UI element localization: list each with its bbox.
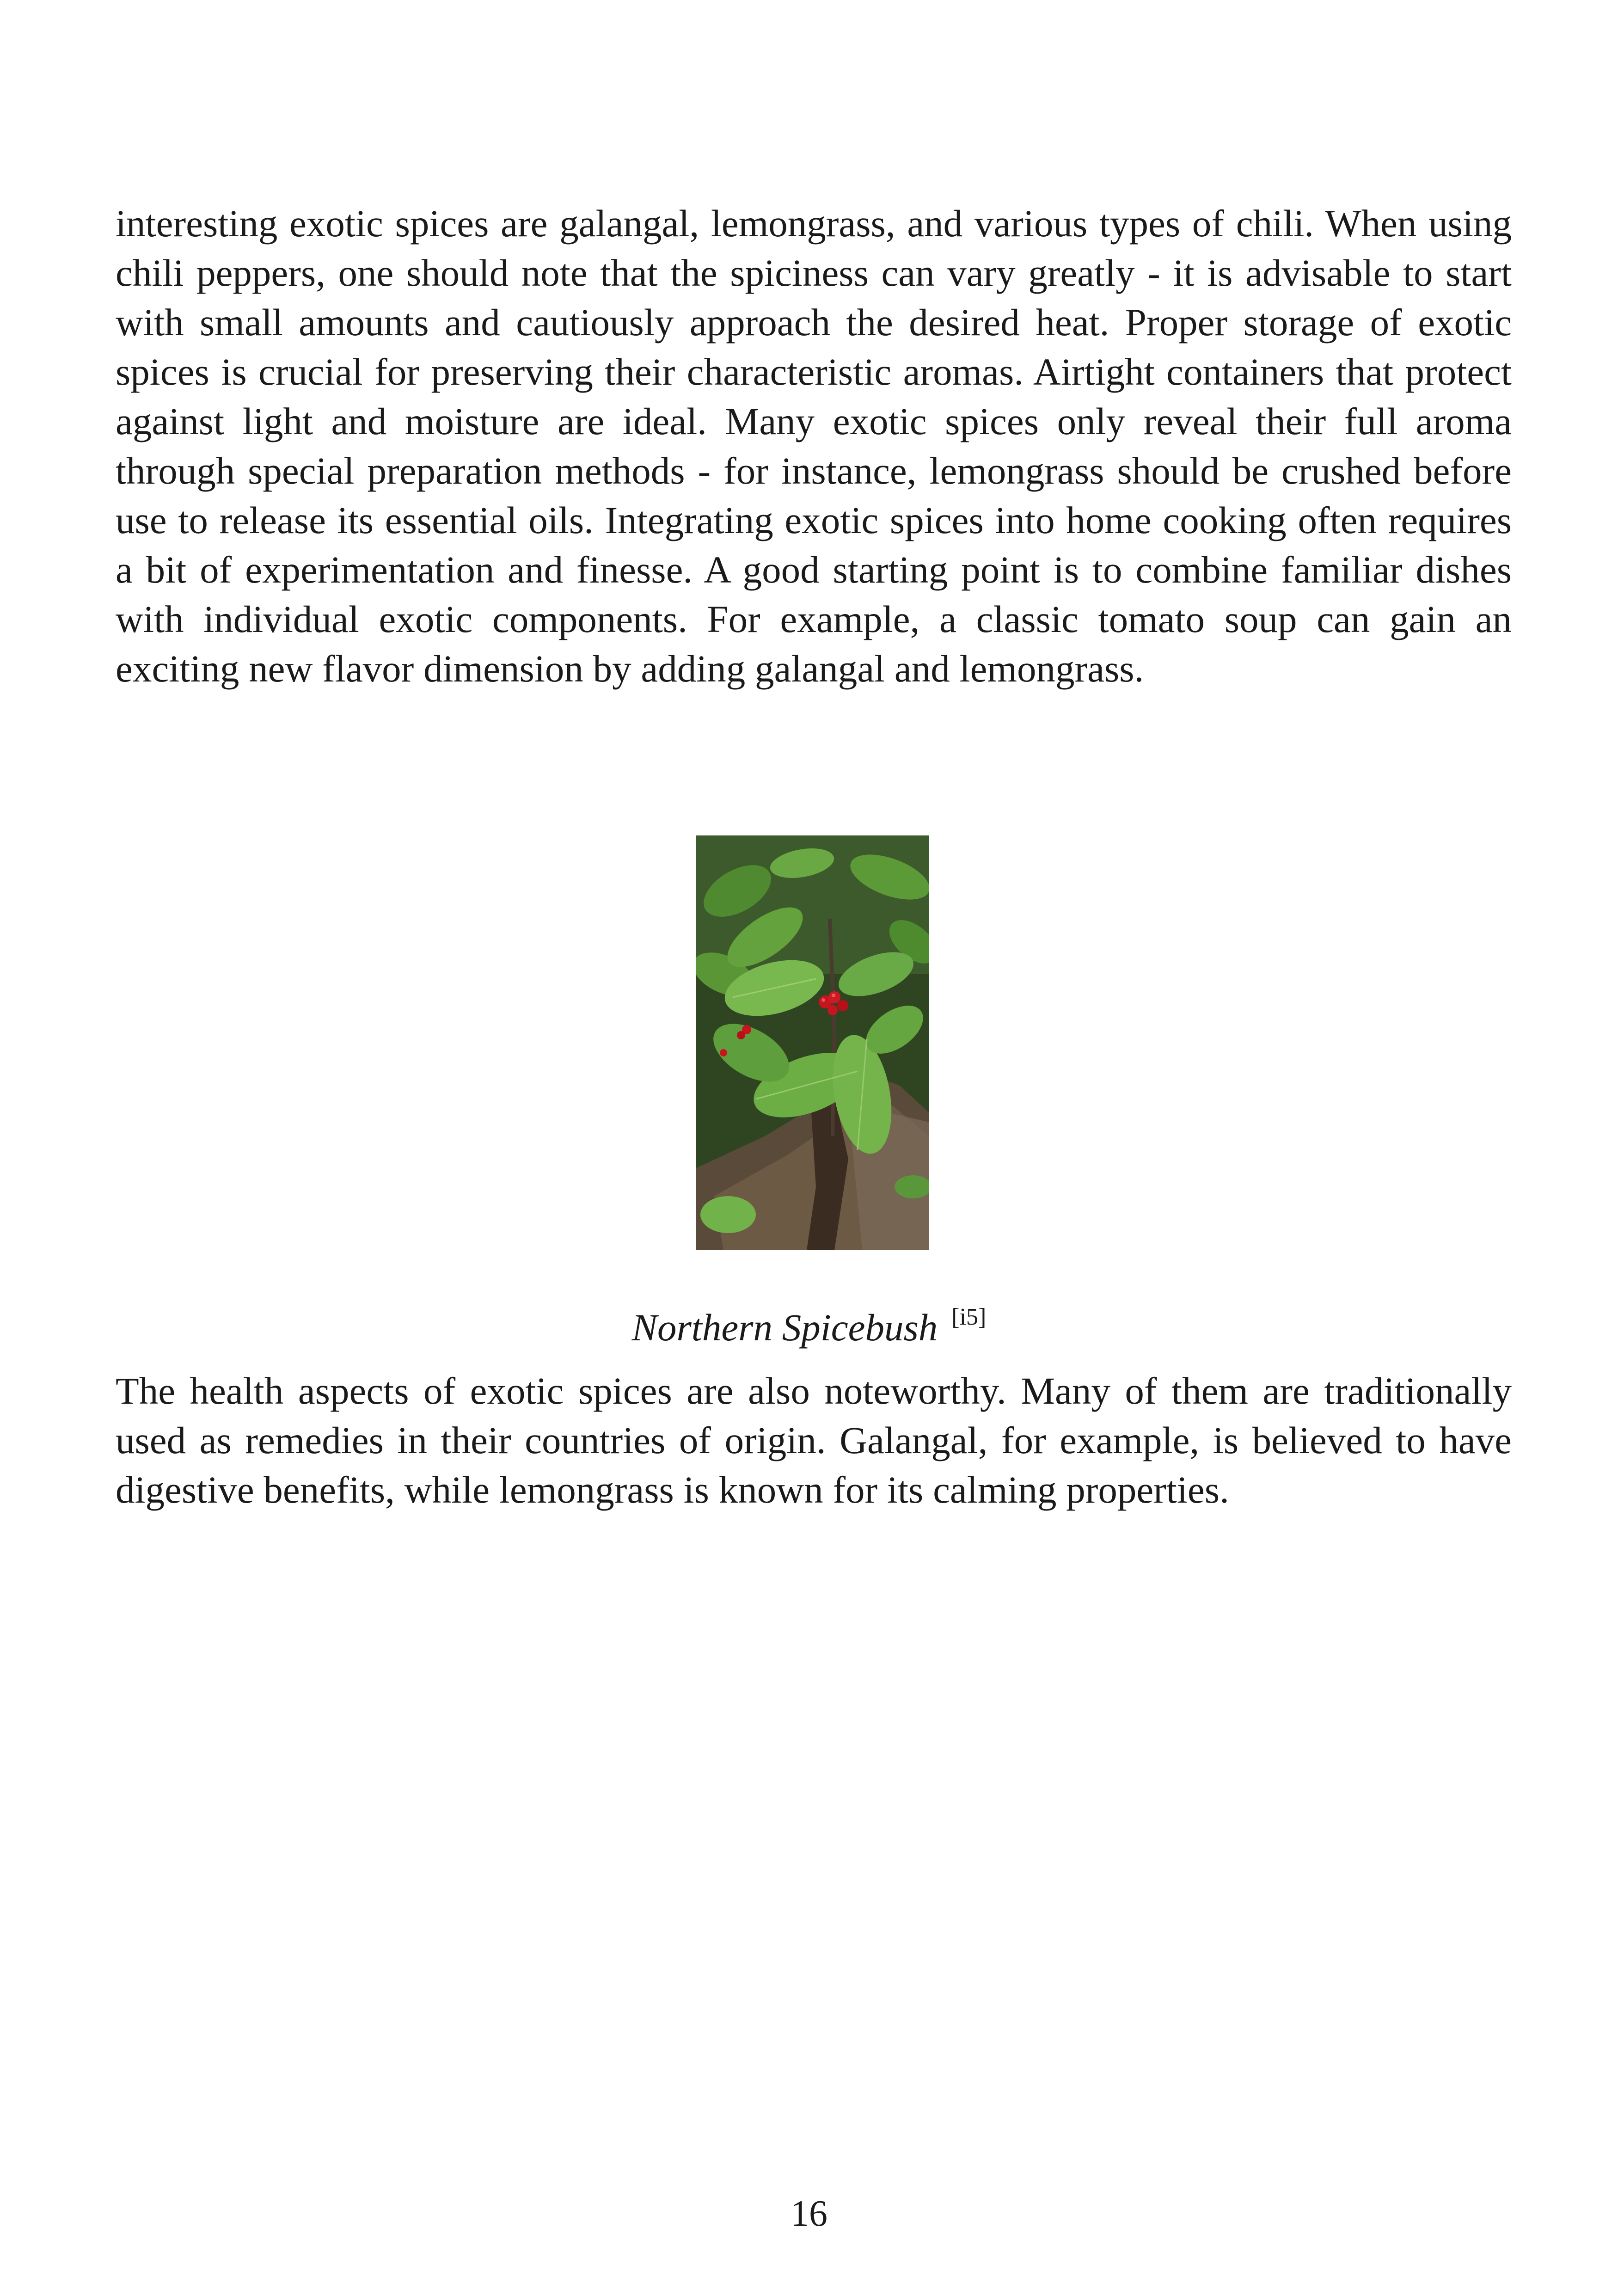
- page-number: 16: [791, 2193, 827, 2234]
- caption-text: Northern Spicebush: [631, 1306, 938, 1349]
- body-paragraph: interesting exotic spices are galangal, lemongrass, and various types of chili. When using chili peppers, one should note that the spiciness can vary greatly - it is advisable to start with small amounts and cautiously approach the desired heat. Proper storage of exotic spices is crucial for preserving their characteristic aromas. Airtight containers that protect against light and moisture are ideal. Many exotic spices only reveal their full aroma through special preparation methods - for instance, lemongrass should be crushed before use to release its essential oils. Integrating exotic spices into home cooking often requires a bit of experimentation and finesse. A good starting point is to combine familiar dishes with individual exotic components. For example, a classic tomato soup can gain an exciting new flavor dimension by adding galangal and lemongrass.: [116, 202, 1512, 690]
- body-paragraph: The health aspects of exotic spices are also noteworthy. Many of them are traditionally used as remedies in their countries of origin. Galangal, for example, is believed to have digestive benefits, while lemongrass is known for its calming properties.: [116, 1369, 1512, 1511]
- spicebush-photo: [696, 835, 929, 1250]
- figure-reference: [i5]: [951, 1304, 987, 1330]
- figure-caption: [0, 1292, 1618, 1352]
